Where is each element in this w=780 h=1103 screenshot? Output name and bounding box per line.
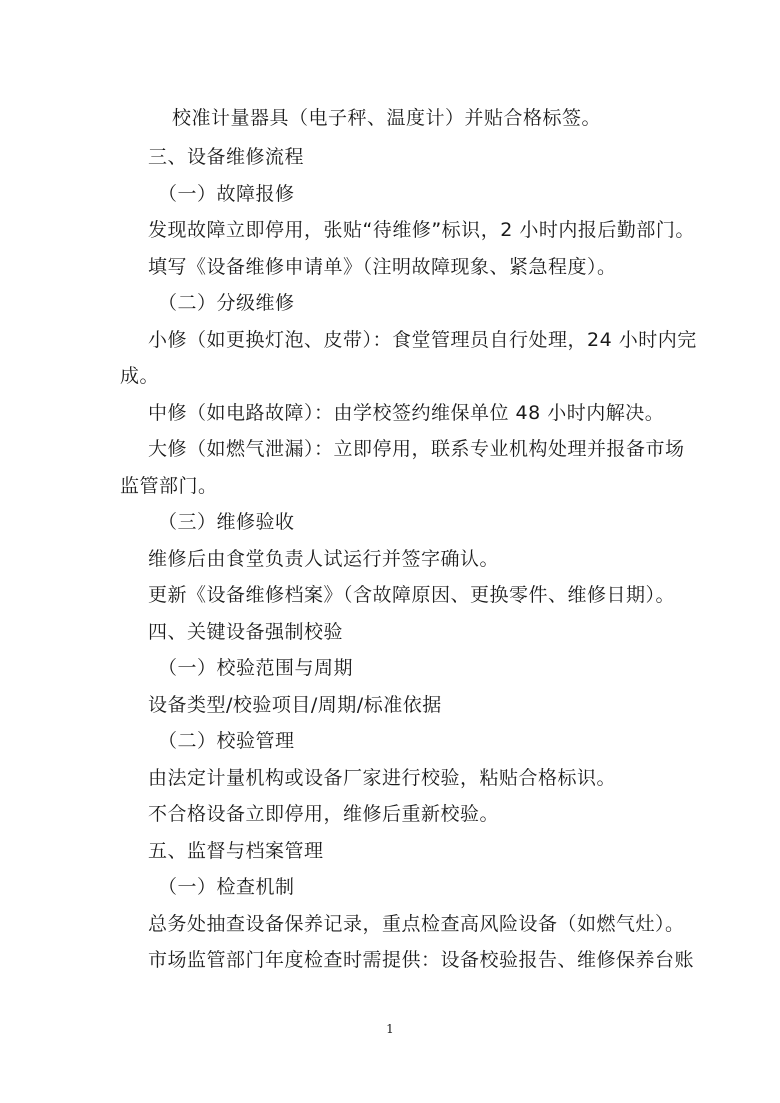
subsection-heading: （二）校验管理 (158, 730, 295, 752)
subsection-heading: （三）维修验收 (158, 511, 295, 533)
section-heading-5: 五、监督与档案管理 (148, 840, 324, 862)
text-line: 发现故障立即停用，张贴“待维修”标识，2 小时内报后勤部门。 (148, 219, 695, 241)
text-line: 更新《设备维修档案》（含故障原因、更换零件、维修日期）。 (148, 584, 676, 606)
text-line: 监管部门。 (120, 475, 218, 497)
text-line: 维修后由食堂负责人试运行并签字确认。 (148, 548, 500, 570)
text-line: 成。 (120, 365, 160, 387)
text-line: 总务处抽查设备保养记录，重点检查高风险设备（如燃气灶）。 (148, 913, 685, 935)
text-line: 由法定计量机构或设备厂家进行校验，粘贴合格标识。 (148, 767, 617, 789)
text-line: 不合格设备立即停用，维修后重新校验。 (148, 803, 500, 825)
text-line: 校准计量器具（电子秤、温度计）并贴合格标签。 (172, 107, 602, 129)
subsection-heading: （一）故障报修 (158, 183, 295, 205)
text-line: 设备类型/校验项目/周期/标准依据 (148, 694, 442, 716)
text-line: 中修（如电路故障）：由学校签约维保单位 48 小时内解决。 (148, 402, 665, 424)
page-number: 1 (386, 1022, 394, 1036)
section-heading-3: 三、设备维修流程 (148, 146, 305, 168)
subsection-heading: （一）校验范围与周期 (158, 657, 354, 679)
subsection-heading: （二）分级维修 (158, 292, 295, 314)
text-line: 填写《设备维修申请单》（注明故障现象、紧急程度）。 (148, 256, 617, 278)
text-line: 小修（如更换灯泡、皮带）：食堂管理员自行处理，24 小时内完 (148, 329, 697, 351)
section-heading-4: 四、关键设备强制校验 (148, 621, 344, 643)
text-line: 市场监管部门年度检查时需提供：设备校验报告、维修保养台账 (148, 949, 695, 971)
text-line: 大修（如燃气泄漏）：立即停用，联系专业机构处理并报备市场 (148, 438, 685, 460)
subsection-heading: （一）检查机制 (158, 876, 295, 898)
